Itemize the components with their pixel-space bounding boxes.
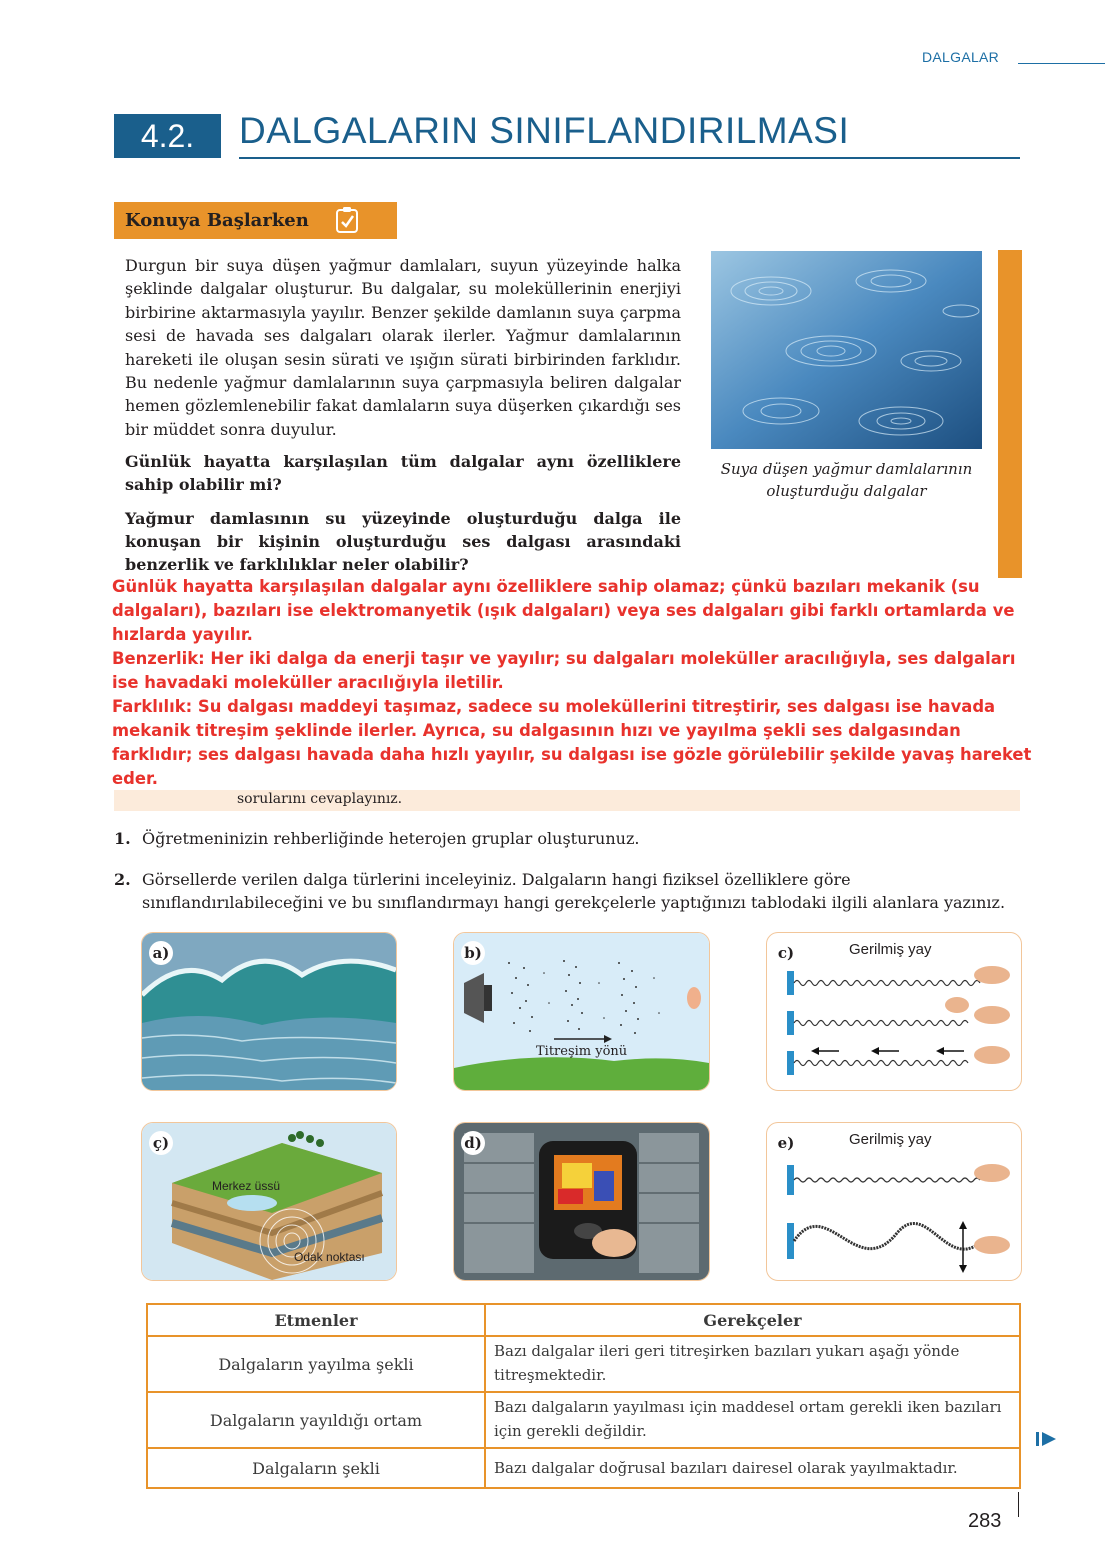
figure-tag: c) (774, 941, 798, 965)
figure-e-transverse-spring (766, 1122, 1022, 1281)
step-2 (114, 868, 1024, 914)
figure-b-sound-wave (453, 932, 710, 1091)
figure-a-ocean-wave (141, 932, 397, 1091)
spring-label: Gerilmiş yay (849, 1131, 932, 1148)
epicenter-label: Merkez üssü (212, 1179, 281, 1193)
figure-c-longitudinal-spring (766, 932, 1022, 1091)
page-number: 283 (968, 1510, 1002, 1532)
spring-label: Gerilmiş yay (849, 941, 932, 958)
side-accent-bar (998, 250, 1022, 578)
start-heading (114, 202, 397, 239)
table-cell-reason: Bazı dalgaların yayılması için maddesel ortam gerekli iken bazıları için gerekli değildir. (485, 1392, 1020, 1448)
instruction-band-text: sorularını cevaplayınız. (237, 791, 403, 807)
answer-paragraph-3: Farklılık: Su dalgası maddeyi taşımaz, sadece su moleküllerini titreştirir, ses dalgası ise havada mekanik titreşim şeklinde ilerler. Ayrıca, su dalgasının hızı ve yayılma şekli ses dalgasından farklıdır; ses dalgası havada daha hızlı yayılır, su dalgası ise gözle görülebilir şekilde yavaş hareket eder. (112, 697, 1032, 788)
table-row (147, 1448, 1020, 1488)
answer-paragraph-2: Benzerlik: Her iki dalga da enerji taşır ve yayılır; su dalgaları moleküller aracılığıyla, ses dalgaları ise havadaki moleküller aracılığıyla iletilir. (112, 649, 1016, 692)
intro-paragraph: Durgun bir suya düşen yağmur damlaları, suyun yüzeyinde halka şeklinde dalgalar oluşturur. Bu dalgalar, su moleküllerinin enerjiyi birbirine aktarmasıyla yayılır. Benzer şekilde damlanın suya çarpma sesi de havada ses dalgaları olarak ilerler. Yağmur damlalarının hareketi ile oluşan sesin sürati ve ışığın sürati birbirinden farklıdır. Bu nedenle yağmur damlalarının suya çarpmasıyla beliren dalgalar hemen gözlemlenebilir fakat damlaların suya düşerken çıkardığı ses bir müddet sonra duyulur. (125, 256, 681, 439)
table-cell-factor: Dalgaların şekli (147, 1448, 485, 1488)
title-rule (239, 157, 1020, 159)
table-header: Gerekçeler (485, 1304, 1020, 1336)
page-number-rule (1018, 1492, 1019, 1517)
focus-label: Odak noktası (294, 1250, 365, 1264)
page-title: DALGALARIN SINIFLANDIRILMASI (239, 110, 850, 151)
section-header: DALGALAR (922, 49, 1000, 65)
step-text: Görsellerde verilen dalga türlerini inceleyiniz. Dalgaların hangi fiziksel özelliklere göre sınıflandırılabileceğini ve bu sınıflandırmayı hangi gerekçelerle yaptığınızı tablodaki ilgili alanlara yazınız. (142, 870, 1006, 912)
intro-question-1: Günlük hayatta karşılaşılan tüm dalgalar aynı özelliklere sahip olabilir mi? (125, 452, 681, 494)
classification-table (146, 1303, 1021, 1489)
vibration-direction-label: Titreşim yönü (536, 1044, 628, 1059)
figure-tag: e) (774, 1131, 798, 1155)
section-number: 4.2. (114, 114, 221, 158)
sound-wave-image (454, 933, 709, 1090)
ocean-wave-image (142, 933, 396, 1090)
figure-tag: d) (461, 1131, 485, 1155)
figure-cc-earthquake (141, 1122, 397, 1281)
step-number: 1. (114, 829, 131, 848)
table-cell-reason: Bazı dalgalar ileri geri titreşirken bazıları yukarı aşağı yönde titreşmektedir. (485, 1336, 1020, 1392)
table-header-row (147, 1304, 1020, 1336)
photo-caption: Suya düşen yağmur damlalarının oluşturduğu dalgalar (720, 460, 973, 500)
figure-tag: b) (461, 941, 485, 965)
answer-text (112, 575, 1032, 791)
next-page-icon[interactable] (1036, 1431, 1058, 1447)
step-text: Öğretmeninizin rehberliğinde heterojen gruplar oluşturunuz. (142, 829, 640, 848)
figure-tag: a) (149, 941, 173, 965)
rain-ripples-photo (711, 251, 982, 449)
start-heading-label: Konuya Başlarken (125, 210, 309, 231)
answer-paragraph-1: Günlük hayatta karşılaşılan dalgalar aynı özelliklere sahip olamaz; çünkü bazıları mekanik (su dalgaları), bazıları ise elektromanyetik (ışık dalgaları) veya ses dalgaları gibi farklı ortamlarda ve hızlarda yayılır. (112, 577, 1015, 644)
figure-d-thermal-camera (453, 1122, 710, 1281)
table-cell-factor: Dalgaların yayıldığı ortam (147, 1392, 485, 1448)
step-number: 2. (114, 870, 131, 889)
table-row (147, 1392, 1020, 1448)
clipboard-check-icon (334, 206, 360, 234)
header-rule (1018, 63, 1105, 64)
table-header: Etmenler (147, 1304, 485, 1336)
table-row (147, 1336, 1020, 1392)
figure-tag: ç) (149, 1131, 173, 1155)
table-cell-factor: Dalgaların yayılma şekli (147, 1336, 485, 1392)
table-cell-reason: Bazı dalgalar doğrusal bazıları dairesel olarak yayılmaktadır. (485, 1448, 1020, 1488)
intro-question-2: Yağmur damlasının su yüzeyinde oluşturduğu dalga ile konuşan bir kişinin oluşturduğu ses dalgası arasındaki benzerlik ve farklılıklar neler olabilir? (125, 509, 681, 574)
thermal-camera-image (454, 1123, 709, 1280)
